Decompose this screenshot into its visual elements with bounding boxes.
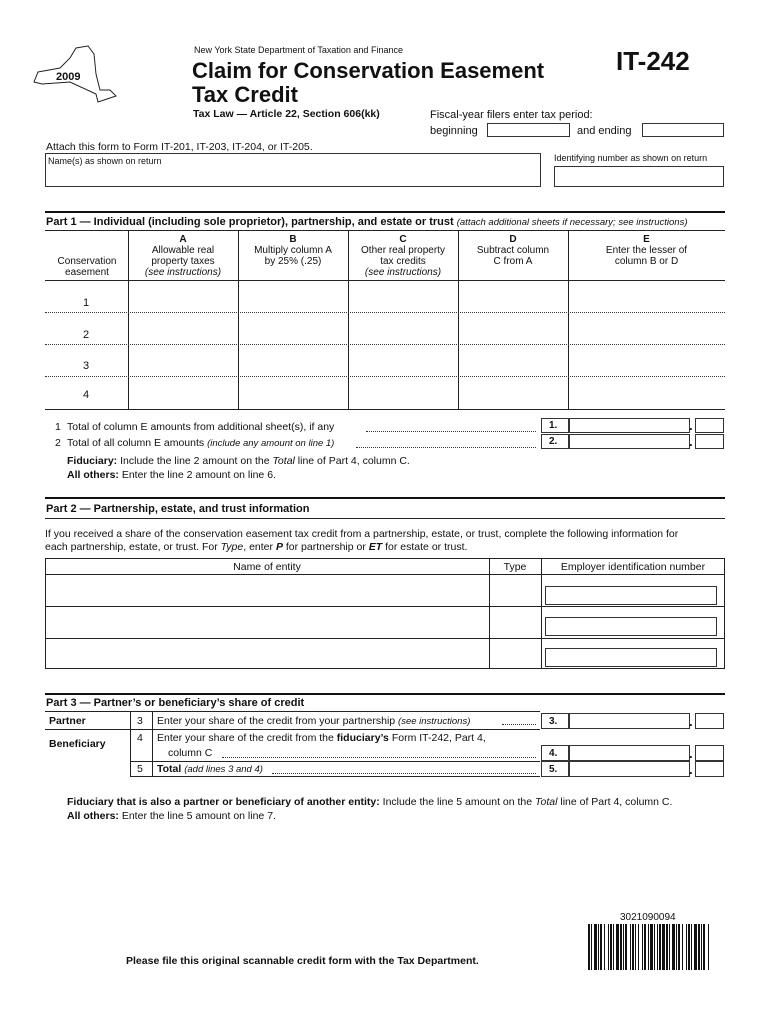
barcode-bar bbox=[598, 924, 599, 970]
barcode-bar bbox=[676, 924, 677, 970]
part1-others-text: Enter the line 2 amount on line 6. bbox=[121, 469, 276, 481]
part2-top-rule bbox=[45, 497, 725, 499]
line4-decimal: . bbox=[689, 746, 693, 761]
col-a-letter: A bbox=[179, 234, 187, 245]
names-on-return-label: Name(s) as shown on return bbox=[48, 156, 162, 166]
beneficiary-label: Beneficiary bbox=[49, 738, 106, 750]
line5-text-wrap bbox=[157, 763, 263, 775]
part2-intro2a: each partnership, estate, or trust. For bbox=[45, 541, 218, 553]
part3-fiduciary-note bbox=[67, 796, 672, 808]
fiscal-year-label: Fiscal-year filers enter tax period: bbox=[430, 109, 593, 121]
part1-title-note: (attach additional sheets if necessary; see instructions) bbox=[456, 217, 688, 228]
file-note: Please file this original scannable credit form with the Tax Department. bbox=[126, 955, 479, 967]
tax-law-reference: Tax Law — Article 22, Section 606(kk) bbox=[193, 108, 380, 120]
col-c-letter: C bbox=[399, 234, 407, 245]
col-e-letter: E bbox=[643, 234, 650, 245]
line5-cents-input[interactable] bbox=[695, 761, 724, 777]
barcode-bar bbox=[594, 924, 597, 970]
line2-decimal: . bbox=[689, 434, 693, 449]
barcode-icon bbox=[588, 924, 710, 970]
barcode-bar bbox=[650, 924, 653, 970]
part2-intro2c: for partnership or bbox=[285, 541, 366, 553]
barcode-bar bbox=[591, 924, 592, 970]
barcode-bar bbox=[638, 924, 639, 970]
line1-number: 1 bbox=[55, 421, 61, 433]
barcode-bar bbox=[608, 924, 609, 970]
barcode-bar bbox=[698, 924, 700, 970]
col-a-line2: property taxes bbox=[151, 256, 215, 267]
row3-col-a-input[interactable] bbox=[129, 345, 237, 375]
line2-leader bbox=[356, 447, 536, 448]
col-easement-line1: Conservation bbox=[57, 256, 117, 267]
line1-decimal: . bbox=[689, 418, 693, 433]
line4-bold: fiduciary’s bbox=[336, 732, 389, 744]
line4-box-number: 4. bbox=[549, 748, 558, 759]
line1-box-number: 1. bbox=[549, 420, 558, 431]
entity2-name-input[interactable] bbox=[46, 607, 488, 637]
col-b-line2: by 25% (.25) bbox=[264, 256, 322, 267]
barcode-bar bbox=[703, 924, 705, 970]
part3-top-rule bbox=[45, 693, 725, 695]
col-c-line3: (see instructions) bbox=[364, 267, 442, 278]
row2-col-e-input[interactable] bbox=[569, 313, 724, 343]
part1-fiduciary-text2: line of Part 4, column C. bbox=[297, 455, 410, 467]
barcode-bar bbox=[688, 924, 690, 970]
row1-col-c-input[interactable] bbox=[349, 281, 457, 311]
col-a-line1: Allowable real bbox=[151, 245, 215, 256]
barcode-bar bbox=[691, 924, 692, 970]
barcode-bar bbox=[644, 924, 646, 970]
barcode-bar bbox=[654, 924, 655, 970]
part1-fiduciary-bold: Fiduciary: bbox=[67, 455, 118, 467]
line3-decimal: . bbox=[689, 714, 693, 729]
barcode-bar bbox=[694, 924, 697, 970]
line5-box-number: 5. bbox=[549, 764, 558, 775]
col-a-line3: (see instructions) bbox=[144, 267, 222, 278]
part3-rule-after-3 bbox=[45, 729, 540, 730]
row2-col-d-input[interactable] bbox=[459, 313, 567, 343]
barcode-bar bbox=[625, 924, 627, 970]
barcode-bar bbox=[642, 924, 643, 970]
entity1-ein-input[interactable] bbox=[545, 586, 717, 605]
part1-fiduciary-text1: Include the line 2 amount on the bbox=[120, 455, 270, 467]
identifying-number-label: Identifying number as shown on return bbox=[554, 153, 708, 163]
col-b-letter: B bbox=[289, 234, 297, 245]
line5-note: (add lines 3 and 4) bbox=[184, 764, 263, 775]
row2-col-a-input[interactable] bbox=[129, 313, 237, 343]
line2-note: (include any amount on line 1) bbox=[207, 438, 335, 449]
part3-rule-after-4 bbox=[130, 761, 540, 762]
part2-title: Part 2 — Partnership, estate, and trust information bbox=[46, 503, 310, 515]
form-id: IT-242 bbox=[616, 46, 690, 76]
part1-top-rule bbox=[45, 211, 725, 213]
row1-col-d-input[interactable] bbox=[459, 281, 567, 311]
line4-cents-input[interactable] bbox=[695, 745, 724, 761]
part1-fiduciary-total: Total bbox=[272, 455, 295, 467]
col-type: Type bbox=[503, 561, 527, 573]
form-title-line1: Claim for Conservation Easement bbox=[192, 58, 545, 83]
row-number-1: 1 bbox=[83, 297, 90, 309]
col-d-line2: C from A bbox=[493, 256, 533, 267]
line4-text-c: column C bbox=[168, 747, 213, 759]
part3-heading-rule bbox=[45, 711, 540, 712]
entity1-type-input[interactable] bbox=[490, 575, 540, 605]
line3-number: 3 bbox=[137, 715, 143, 727]
col-b-line1: Multiply column A bbox=[254, 245, 332, 256]
line3-note: (see instructions) bbox=[398, 716, 471, 727]
ending-label: and ending bbox=[577, 125, 632, 137]
col-d-letter: D bbox=[509, 234, 517, 245]
part1-heading-rule bbox=[45, 230, 725, 231]
period-beginning-input[interactable] bbox=[487, 123, 570, 137]
barcode-bar bbox=[672, 924, 675, 970]
part3-fid-bold: Fiduciary that is also a partner or beneficiary of another entity: bbox=[67, 796, 380, 808]
agency-name: New York State Department of Taxation and Finance bbox=[194, 45, 403, 55]
attach-instruction: Attach this form to Form IT-201, IT-203, IT-204, or IT-205. bbox=[46, 141, 313, 153]
row4-col-a-input[interactable] bbox=[129, 377, 237, 408]
entity2-type-input[interactable] bbox=[490, 607, 540, 637]
part3-title: Part 3 — Partner’s or beneficiary’s share of credit bbox=[46, 697, 305, 709]
row4-col-d-input[interactable] bbox=[459, 377, 567, 408]
col-e-line1: Enter the lesser of bbox=[605, 245, 688, 256]
col-c-line2: tax credits bbox=[380, 256, 426, 267]
barcode-bar bbox=[666, 924, 668, 970]
barcode-bar bbox=[682, 924, 683, 970]
part3-others-bold: All others: bbox=[67, 810, 119, 822]
barcode-bar bbox=[588, 924, 590, 970]
tax-year: 2009 bbox=[56, 71, 81, 83]
line5-number: 5 bbox=[137, 763, 143, 775]
row-number-2: 2 bbox=[83, 329, 90, 341]
row-number-4: 4 bbox=[83, 389, 90, 401]
barcode-number: 3021090094 bbox=[620, 912, 676, 923]
barcode-bar bbox=[686, 924, 687, 970]
barcode-bar bbox=[632, 924, 634, 970]
line2-box-number: 2. bbox=[549, 436, 558, 447]
period-ending-input[interactable] bbox=[642, 123, 724, 137]
part2-intro2b: , enter bbox=[243, 541, 274, 553]
row1-col-a-input[interactable] bbox=[129, 281, 237, 311]
part2-intro2-p: P bbox=[275, 541, 283, 553]
barcode-bar bbox=[600, 924, 602, 970]
part3-vline-num bbox=[152, 711, 153, 776]
part3-fid-text2: line of Part 4, column C. bbox=[560, 796, 673, 808]
entity3-name-input[interactable] bbox=[46, 639, 488, 668]
line5-leader bbox=[272, 773, 536, 774]
line4-text-wrap bbox=[157, 732, 486, 744]
form-title-line2: Tax Credit bbox=[192, 82, 298, 107]
row3-col-c-input[interactable] bbox=[349, 345, 457, 375]
line1-leader bbox=[366, 431, 536, 432]
row-number-3: 3 bbox=[83, 360, 90, 372]
part2-intro2-type: Type bbox=[220, 541, 244, 553]
part2-intro-line1: If you received a share of the conservation easement tax credit from a partnership, estate, or trust, complete the following information for bbox=[45, 528, 679, 540]
line3-box-number: 3. bbox=[549, 716, 558, 727]
entity1-name-input[interactable] bbox=[46, 575, 488, 605]
col-b-header bbox=[238, 234, 348, 267]
line2-cents-input[interactable] bbox=[695, 434, 724, 449]
barcode-bar bbox=[708, 924, 709, 970]
barcode-bar bbox=[630, 924, 631, 970]
line4-text-a: Enter your share of the credit from the bbox=[157, 732, 334, 744]
barcode-bar bbox=[623, 924, 624, 970]
entity3-type-input[interactable] bbox=[490, 639, 540, 668]
barcode-bar bbox=[657, 924, 658, 970]
part2-intro2-et: ET bbox=[368, 541, 383, 553]
line4-number: 4 bbox=[137, 732, 143, 744]
col-d-header bbox=[458, 234, 568, 267]
line4-leader bbox=[222, 757, 536, 758]
part1-title: Part 1 — Individual (including sole proprietor), partnership, and estate or trust bbox=[46, 216, 454, 228]
part3-others-text: Enter the line 5 amount on line 7. bbox=[121, 810, 276, 822]
row4-col-b-input[interactable] bbox=[239, 377, 347, 408]
line2-amount-input[interactable] bbox=[569, 434, 690, 449]
identifying-number-field[interactable] bbox=[554, 166, 724, 187]
line5-bold: Total bbox=[157, 763, 182, 775]
row3-col-b-input[interactable] bbox=[239, 345, 347, 375]
entity2-ein-input[interactable] bbox=[545, 617, 717, 636]
barcode-bar bbox=[613, 924, 614, 970]
part3-vline-left bbox=[130, 711, 131, 776]
part1-heading bbox=[46, 216, 688, 228]
row1-col-e-input[interactable] bbox=[569, 281, 724, 311]
row4-col-e-input[interactable] bbox=[569, 377, 724, 408]
col-conservation-easement-header bbox=[46, 256, 128, 278]
row3-col-e-input[interactable] bbox=[569, 345, 724, 375]
col-a-header bbox=[128, 234, 238, 278]
barcode-bar bbox=[635, 924, 636, 970]
line2-number: 2 bbox=[55, 437, 61, 449]
col-d-line1: Subtract column bbox=[476, 245, 550, 256]
row2-col-c-input[interactable] bbox=[349, 313, 457, 343]
partner-label: Partner bbox=[49, 715, 86, 727]
line2-text: Total of all column E amounts bbox=[67, 437, 205, 449]
part1-others-note bbox=[67, 469, 276, 481]
barcode-bar bbox=[604, 924, 605, 970]
line3-text: Enter your share of the credit from your partnership bbox=[157, 715, 396, 727]
part3-rule-bottom bbox=[130, 776, 540, 777]
barcode-bar bbox=[701, 924, 702, 970]
line3-amount-input[interactable] bbox=[569, 713, 690, 729]
line3-leader bbox=[502, 724, 536, 725]
barcode-bar bbox=[659, 924, 661, 970]
barcode-bar bbox=[662, 924, 665, 970]
part2-heading-rule bbox=[45, 518, 725, 519]
col-c-line1: Other real property bbox=[361, 245, 445, 256]
part1-others-bold: All others: bbox=[67, 469, 119, 481]
barcode-bar bbox=[610, 924, 612, 970]
row3-col-d-input[interactable] bbox=[459, 345, 567, 375]
line1-text: Total of column E amounts from additional sheet(s), if any bbox=[67, 421, 335, 433]
part2-intro-line2 bbox=[45, 541, 467, 553]
part3-fid-text1: Include the line 5 amount on the bbox=[382, 796, 533, 808]
col-easement-line2: easement bbox=[65, 267, 109, 278]
part2-intro2d: for estate or trust. bbox=[385, 541, 468, 553]
col-e-line2: column B or D bbox=[614, 256, 679, 267]
part1-fiduciary-note bbox=[67, 455, 410, 467]
line4-amount-input[interactable] bbox=[569, 745, 690, 761]
entity3-ein-input[interactable] bbox=[545, 648, 717, 667]
barcode-bar bbox=[648, 924, 649, 970]
row1-col-b-input[interactable] bbox=[239, 281, 347, 311]
grid-bottom-rule bbox=[45, 409, 725, 410]
line3-cents-input[interactable] bbox=[695, 713, 724, 729]
line5-decimal: . bbox=[689, 762, 693, 777]
col-ein: Employer identification number bbox=[560, 561, 706, 573]
line1-cents-input[interactable] bbox=[695, 418, 724, 433]
barcode-bar bbox=[678, 924, 680, 970]
row4-col-c-input[interactable] bbox=[349, 377, 457, 408]
barcode-bar bbox=[620, 924, 622, 970]
line5-amount-input[interactable] bbox=[569, 761, 690, 777]
barcode-bar bbox=[616, 924, 619, 970]
col-name-of-entity: Name of entity bbox=[233, 561, 301, 573]
line3-text-wrap bbox=[157, 715, 470, 727]
row2-col-b-input[interactable] bbox=[239, 313, 347, 343]
line2-text-wrap bbox=[67, 437, 334, 449]
col-c-header bbox=[348, 234, 458, 278]
beginning-label: beginning bbox=[430, 125, 478, 137]
part3-fid-total: Total bbox=[535, 796, 558, 808]
part3-others-note bbox=[67, 810, 276, 822]
col-e-header bbox=[568, 234, 725, 267]
line1-amount-input[interactable] bbox=[569, 418, 690, 433]
line4-text-b: Form IT-242, Part 4, bbox=[391, 732, 486, 744]
barcode-bar bbox=[669, 924, 670, 970]
